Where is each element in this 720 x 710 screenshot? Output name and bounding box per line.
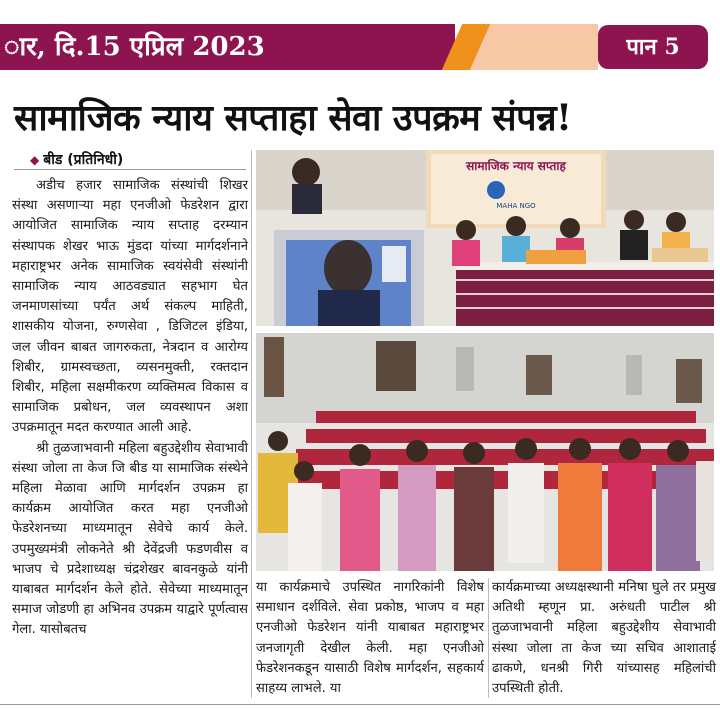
article-paragraph: श्री तुळजाभवानी महिला बहुउद्देशीय सेवाभावी संस्था जोला ता केज जि बीड या सामाजिक संस्थेने महिला मेळावा आणि मार्गदर्शन उपक्रम हा कार्यक्रम आयोजित करत महा एनजीओ फेडरेशनच्या माध्यमातून सेवेचे कार्य केले. उपमुख्यमंत्री लोकनेते श्री देवेंद्रजी फडणवीस व भाजप चे प्रदेशाध्यक्ष चंद्रशेखर बावनकुळे यांनी याबाबत मार्गदर्शन केले होते. सेवेच्या माध्यमातून समाज जोडणी हा अभिनव उपक्रम याद्वारे पूर्णत्वास गेला. यासोबतच <box>12 440 248 638</box>
banner-title: सामाजिक न्याय सप्ताह <box>466 159 566 173</box>
article-paragraph: या कार्यक्रमाचे उपस्थित नागरिकांनी विशेष समाधान दर्शविले. सेवा प्रकोष्ठ, भाजप व महा एनजीओ फेडरेशन यांनी याबाबत महाराष्ट्रभर जनजागृती देखील केली. महा एनजीओ फेडरेशनकडून यासाठी विशेष मार्गदर्शन, सहकार्य साहय्य लाभले. या <box>256 580 484 697</box>
audience-photo-illustration <box>256 333 714 571</box>
article-column-left <box>12 176 248 641</box>
header-date: ार, दि.15 एप्रिल 2023 <box>0 24 455 70</box>
article-headline: सामाजिक न्याय सप्ताहा सेवा उपक्रम संपन्न! <box>14 97 572 139</box>
dateline-text: बीड (प्रतिनिधी) <box>43 152 124 168</box>
photo-stage-event <box>256 150 714 326</box>
article-column-middle <box>256 578 484 699</box>
dateline <box>30 150 123 169</box>
dateline-rule <box>14 169 246 170</box>
page-number-badge: पान 5 <box>598 25 708 69</box>
article-column-right <box>492 578 716 699</box>
column-divider <box>251 150 252 698</box>
column-divider <box>488 578 489 698</box>
article-paragraph: अडीच हजार सामाजिक संस्थांची शिखर संस्था असणाऱ्या महा एनजीओ फेडरेशन द्वारा आयोजित सामाजिक न्याय सप्ताह दरम्यान संस्थापक शेखर भाऊ मुंडदा यांच्या मार्गदर्शनाने महाराष्ट्रभर अनेक सामाजिक स्वयंसेवी संस्थांनी सामाजिक न्याय आठवड्यात सहभाग घेत जनमाणसांच्या पर्यंत अर्थ संकल्प माहिती, शासकीय योजना, रुग्णसेवा , डिजिटल इंडिया, जल जीवन बाबत जागरुकता, नेत्रदान व आरोग्य शिबीर, ग्रामस्वच्छता, व्यसनमुक्ती, रक्तदान शिबीर, महिला सक्षमीकरण व्यक्तिमत्व विकास व सामाजिक प्रबोधन, जल व्यवस्थापन अशा उपक्रमातून मदत करण्यात आली आहे. <box>12 178 248 436</box>
bullet-icon: ◆ <box>30 153 40 167</box>
stage-photo-illustration <box>256 150 714 326</box>
page-header <box>0 22 720 74</box>
photo-audience <box>256 333 714 571</box>
banner-logo-text: MAHA NGO <box>496 202 536 210</box>
page-bottom-rule <box>0 704 720 705</box>
article-paragraph: कार्यक्रमाच्या अध्यक्षस्थानी मनिषा घुले तर प्रमुख अतिथी म्हणून प्रा. अरुंधती पाटील श्री तुळजाभवानी महिला बहुउद्देशीय सेवाभावी संस्था जोला ता केज च्या सचिव आशाताई ढाकणे, धनश्री गिरी यांच्यासह महिलांची उपस्थिती होती. <box>492 580 716 697</box>
